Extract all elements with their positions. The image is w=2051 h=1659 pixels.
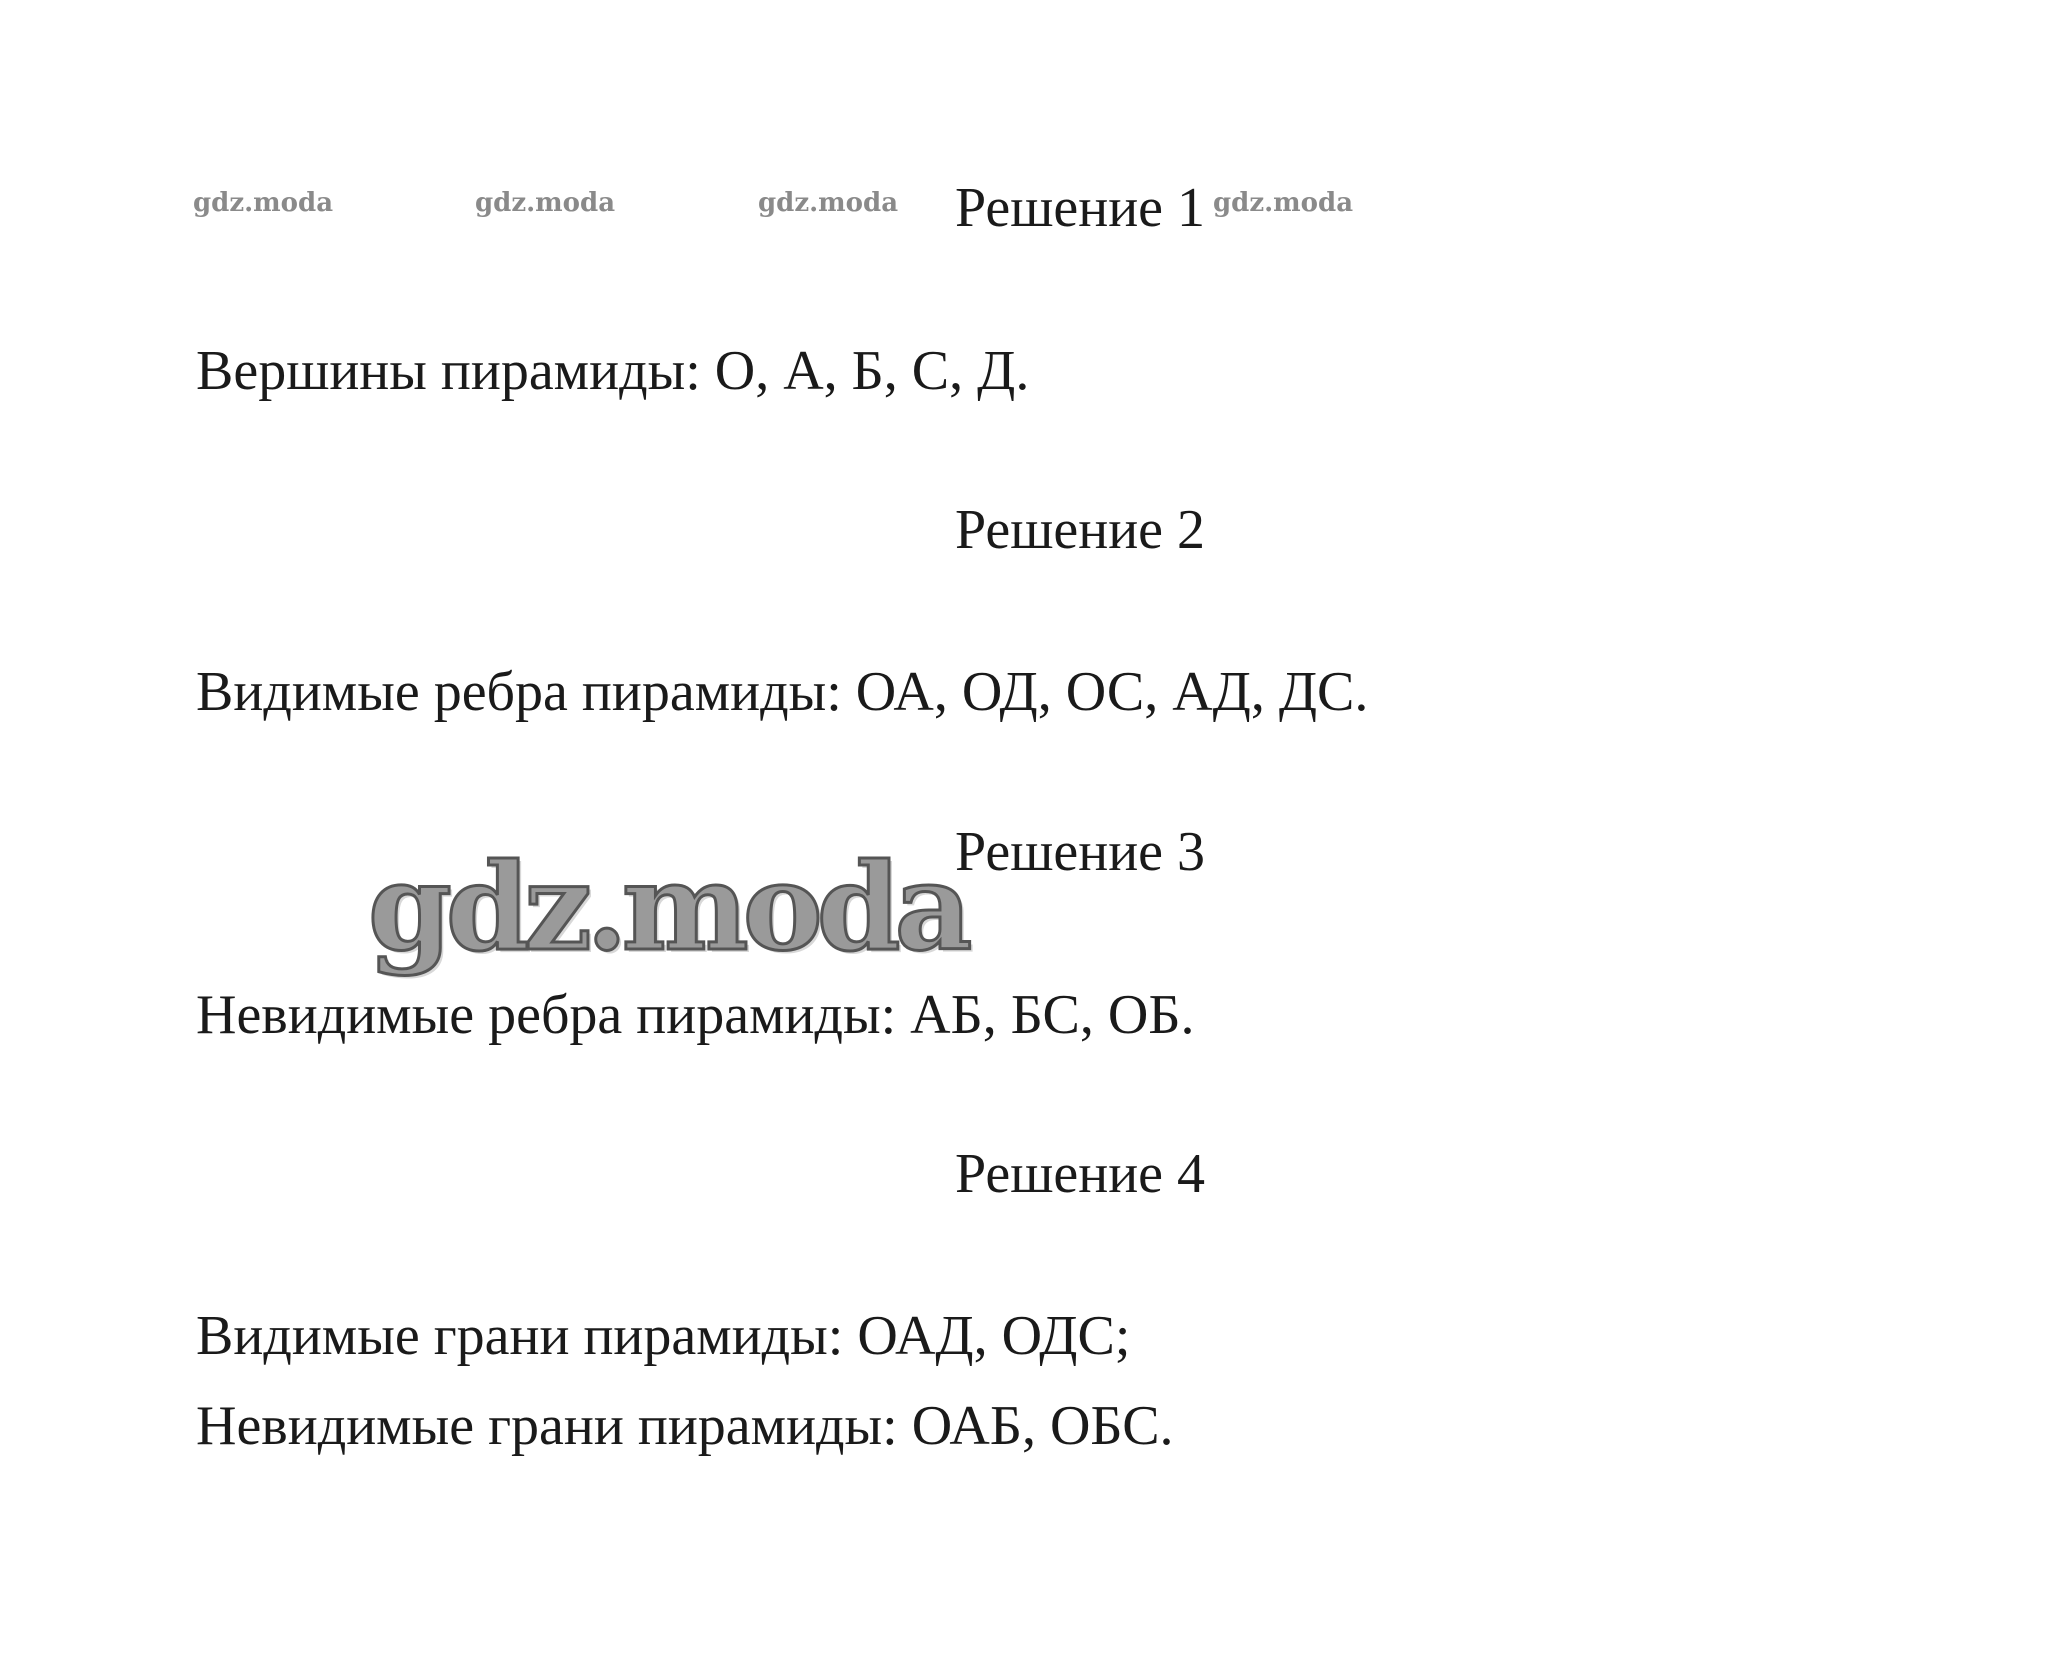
section-3-line-1: Невидимые ребра пирамиды: АБ, БС, ОБ. [196,984,1195,1046]
section-4-line-2: Невидимые грани пирамиды: ОАБ, ОБС. [196,1395,1174,1457]
section-1-heading: Решение 1 [955,177,1206,239]
section-2-heading: Решение 2 [955,499,1206,561]
watermark-small-1: gdz.moda [193,188,334,218]
section-1-line-1: Вершины пирамиды: О, А, Б, С, Д. [196,340,1030,402]
section-4-line-1: Видимые грани пирамиды: ОАД, ОДС; [196,1305,1131,1367]
section-4-heading: Решение 4 [955,1143,1206,1205]
section-3-heading: Решение 3 [955,821,1206,883]
watermark-small-4: gdz.moda [1213,188,1354,218]
section-2-line-1: Видимые ребра пирамиды: ОА, ОД, ОС, АД, ДС. [196,661,1369,723]
watermark-small-2: gdz.moda [475,188,616,218]
watermark-small-3: gdz.moda [758,188,899,218]
watermark-big: gdz.moda [368,837,967,978]
